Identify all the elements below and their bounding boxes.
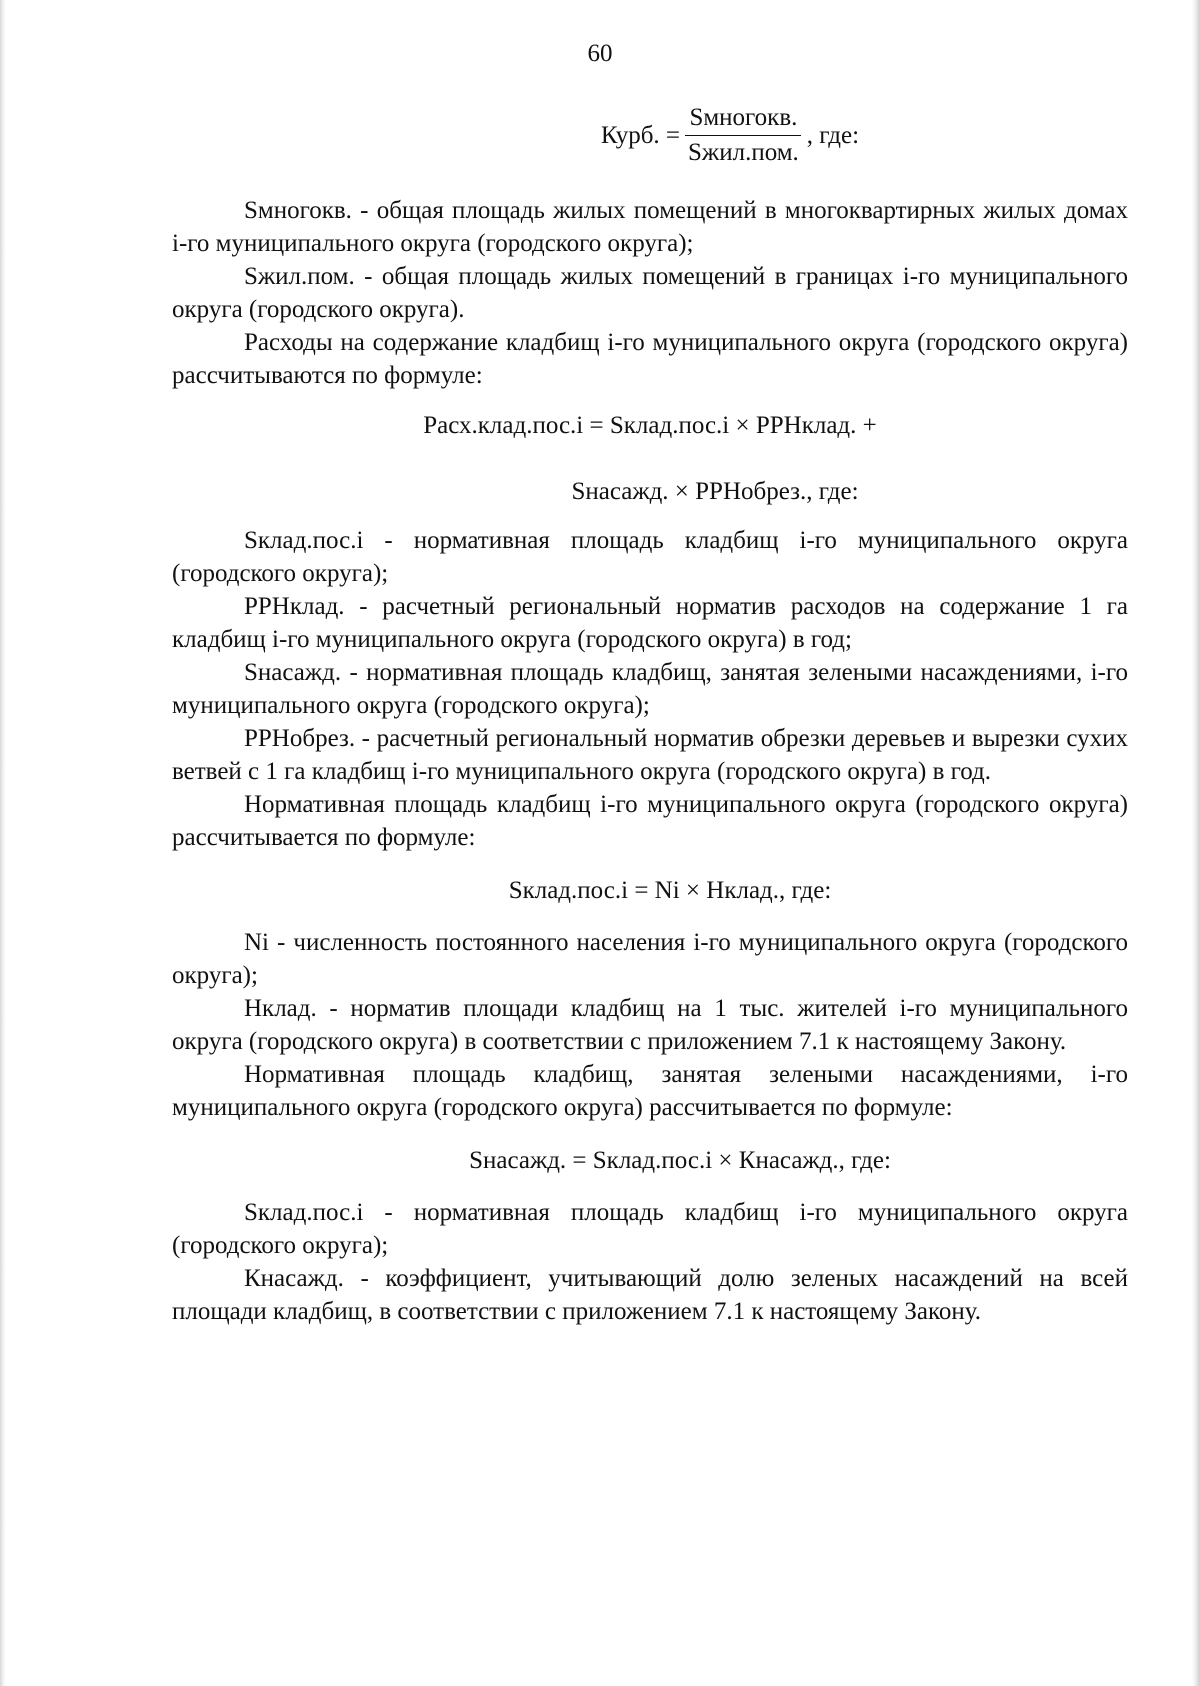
formula-text: Расх.клад.пос.i = Sклад.пос.i × РРНклад. + (423, 411, 877, 439)
paragraph: Нормативная площадь кладбищ i-го муниципального округа (городского округа) рассчитывается по формуле: (172, 791, 1128, 851)
paragraph: Нклад. - норматив площади кладбищ на 1 тыс. жителей i-го муниципального округа (городского округа) в соответствии с приложением 7.1 к настоящему Закону. (172, 995, 1128, 1055)
page-number: 60 (587, 40, 613, 67)
formula-cemetery-expenses-line2 (172, 458, 1128, 524)
paragraph: Sнасажд. - нормативная площадь кладбищ, занятая зелеными насаждениями, i-го муниципального округа (городского округа); (172, 659, 1128, 719)
formula-lhs: Курб. = (600, 121, 681, 149)
formula-text: Sнасажд. = Sклад.пос.i × Кнасажд., где: (469, 1146, 891, 1174)
formula-denominator: Sжил.пом. (688, 138, 799, 166)
paragraph: Ni - численность постоянного населения i-го муниципального округа (городского округа); (172, 929, 1128, 989)
paragraph: Нормативная площадь кладбищ, занятая зелеными насаждениями, i-го муниципального округа (городского округа) рассчитывается по формуле: (172, 1061, 1128, 1121)
formula-green-area (172, 1124, 1128, 1196)
formula-text: Sнасажд. × РРНобрез., где: (571, 477, 859, 505)
paragraph: Sклад.пос.i - нормативная площадь кладбищ i-го муниципального округа (городского округа); (172, 527, 1128, 587)
formula-numerator: Sмногокв. (685, 103, 801, 136)
paragraph: Sклад.пос.i - нормативная площадь кладбищ i-го муниципального округа (городского округа); (172, 1199, 1128, 1259)
formula-cemetery-expenses-line1 (172, 392, 1128, 458)
paragraph: Sжил.пом. - общая площадь жилых помещений в границах i-го муниципального округа (городского округа). (172, 263, 1128, 323)
formula-fraction (684, 103, 803, 168)
scan-edge-left (0, 0, 6, 1686)
formula-text: Sклад.пос.i = Ni × Нклад., где: (508, 876, 832, 904)
paragraph: Sмногокв. - общая площадь жилых помещений в многоквартирных жилых домах i-го муниципального округа (городского округа); (172, 197, 1128, 257)
formula-normative-area (172, 854, 1128, 926)
paragraph: Расходы на содержание кладбищ i-го муниципального округа (городского округа) рассчитываются по формуле: (172, 329, 1128, 389)
paragraph: Кнасажд. - коэффициент, учитывающий долю зеленых насаждений на всей площади кладбищ, в соответствии с приложением 7.1 к настоящему Закону. (172, 1265, 1128, 1325)
paragraph: РРНклад. - расчетный региональный норматив расходов на содержание 1 га кладбищ i-го муниципального округа (городского округа) в год; (172, 593, 1128, 653)
formula-urban-coefficient (172, 86, 1128, 184)
formula-suffix: , где: (806, 121, 860, 149)
scan-edge-right (1192, 0, 1200, 1686)
document-body (172, 86, 1128, 1328)
paragraph: РРНобрез. - расчетный региональный норматив обрезки деревьев и вырезки сухих ветвей с 1 га кладбищ i-го муниципального округа (городского округа) в год. (172, 725, 1128, 785)
